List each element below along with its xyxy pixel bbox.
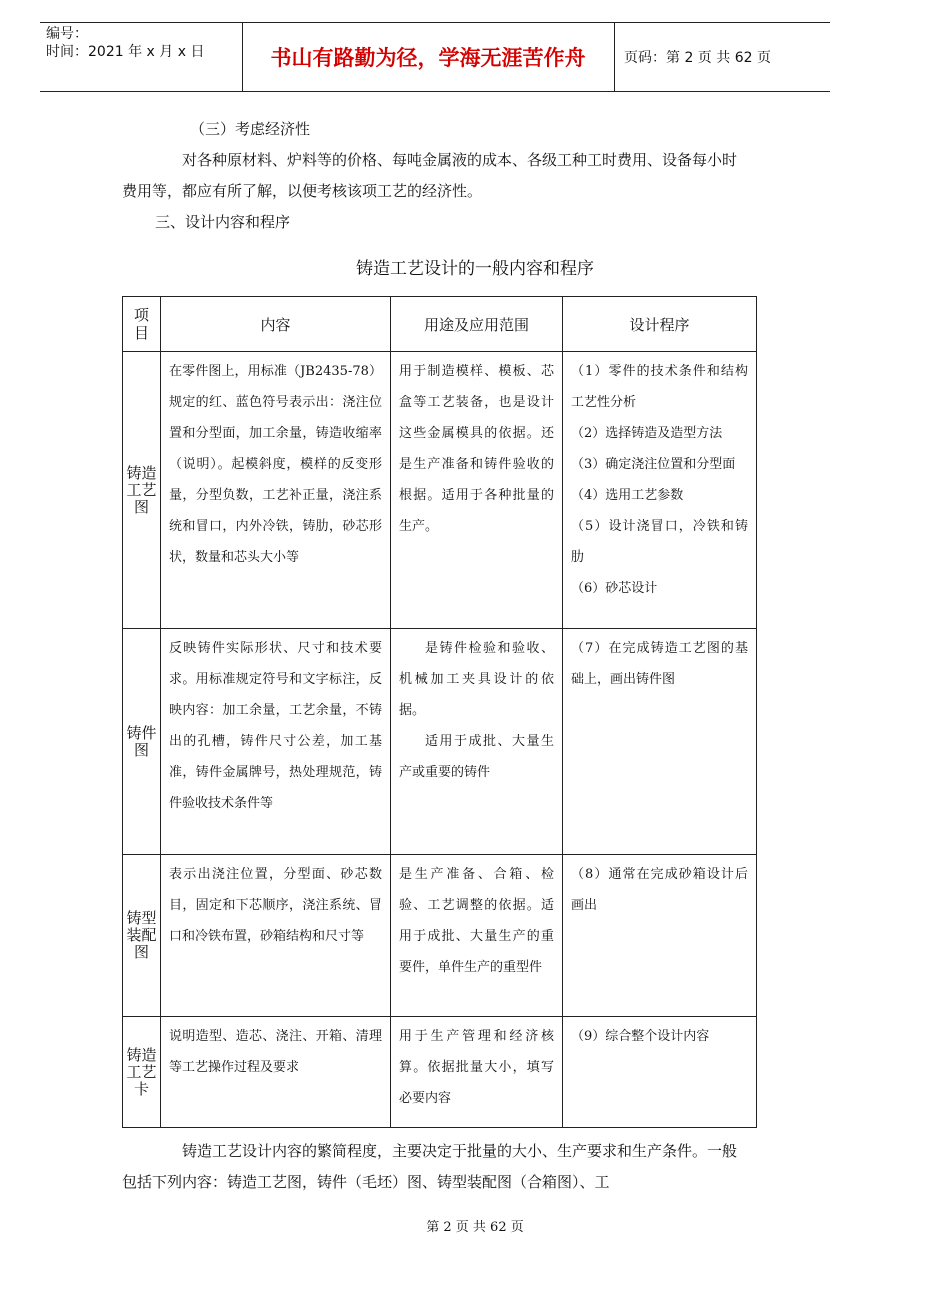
step-item: （2）选择铸造及造型方法	[571, 426, 723, 441]
table-row	[123, 855, 757, 1017]
step-item: （8）通常在完成砂箱设计后画出	[571, 867, 748, 913]
step-item: （9）综合整个设计内容	[571, 1029, 710, 1044]
row-usage	[391, 629, 563, 855]
process-table	[122, 296, 757, 1128]
row-item-label: 铸件图	[123, 629, 161, 855]
row-content: 表示出浇注位置，分型面、砂芯数目，固定和下芯顺序，浇注系统、冒口和冷铁布置，砂箱结构和尺寸等	[161, 855, 391, 1017]
row-steps	[563, 1017, 757, 1128]
row-steps	[563, 855, 757, 1017]
row-content: 反映铸件实际形状、尺寸和技术要求。用标准规定符号和文字标注，反映内容：加工余量，工艺余量，不铸出的孔槽，铸件尺寸公差，加工基准，铸件金属牌号，热处理规范，铸件验收技术条件等	[161, 629, 391, 855]
header-meta	[46, 25, 246, 61]
table-row	[123, 629, 757, 855]
column-header-steps: 设计程序	[563, 297, 757, 352]
step-item: （7）在完成铸造工艺图的基础上，画出铸件图	[571, 641, 748, 687]
page-footer: 第 2 页 共 62 页	[426, 1220, 524, 1235]
step-item: （1）零件的技术条件和结构工艺性分析	[571, 364, 748, 410]
step-item: （5）设计浇冒口，冷铁和铸肋	[571, 519, 748, 565]
doc-time-label: 时间：2021 年 x 月 x 日	[46, 44, 205, 60]
row-content: 说明造型、造芯、浇注、开箱、清理等工艺操作过程及要求	[161, 1017, 391, 1128]
step-item: （6）砂芯设计	[571, 581, 658, 596]
usage-paragraph: 是铸件检验和验收、机械加工夹具设计的依据。	[399, 641, 554, 718]
column-header-item: 项目	[123, 297, 161, 352]
row-steps	[563, 629, 757, 855]
row-usage: 用于生产管理和经济核算。依据批量大小，填写必要内容	[391, 1017, 563, 1128]
row-item-label: 铸造工艺卡	[123, 1017, 161, 1128]
part3-heading: 三、设计内容和程序	[155, 213, 291, 231]
closing-paragraph: 铸造工艺设计内容的繁简程度，主要决定于批量的大小、生产要求和生产条件。一般包括下列内容：铸造工艺图，铸件（毛坯）图、铸型装配图（合箱图）、工	[122, 1142, 738, 1191]
row-item-label: 铸造工艺图	[123, 352, 161, 629]
column-header-content: 内容	[161, 297, 391, 352]
header-motto: 书山有路勤为径，学海无涯苦作舟	[270, 46, 586, 70]
page-header	[40, 22, 830, 92]
usage-paragraph: 适用于成批、大量生产或重要的铸件	[399, 734, 554, 780]
section-heading: （三）考虑经济性	[190, 120, 311, 138]
table-title: 铸造工艺设计的一般内容和程序	[356, 259, 594, 279]
row-usage: 是生产准备、合箱、检验、工艺调整的依据。适用于成批、大量生产的重要件，单件生产的重型件	[391, 855, 563, 1017]
header-divider	[614, 23, 615, 91]
row-usage: 用于制造模样、模板、芯盒等工艺装备，也是设计这些金属模具的依据。还是生产准备和铸件验收的根据。适用于各种批量的生产。	[391, 352, 563, 629]
row-steps	[563, 352, 757, 629]
row-content: 在零件图上，用标准（JB2435-78）规定的红、蓝色符号表示出：浇注位置和分型面，加工余量，铸造收缩率（说明）。起模斜度，模样的反变形量，分型负数，工艺补正量，浇注系统和冒口，内外冷铁，铸肋，砂芯形状，数量和芯头大小等	[161, 352, 391, 629]
table-row	[123, 1017, 757, 1128]
column-header-usage: 用途及应用范围	[391, 297, 563, 352]
economy-paragraph: 对各种原材料、炉料等的价格、每吨金属液的成本、各级工种工时费用、设备每小时费用等，都应有所了解，以便考核该项工艺的经济性。	[122, 151, 738, 200]
step-item: （3）确定浇注位置和分型面	[571, 457, 736, 472]
doc-number-label: 编号：	[46, 26, 88, 42]
table-header-row	[123, 297, 757, 352]
table-row	[123, 352, 757, 629]
header-page-number: 页码：第 2 页 共 62 页	[624, 50, 771, 66]
step-item: （4）选用工艺参数	[571, 488, 684, 503]
row-item-label: 铸型装配图	[123, 855, 161, 1017]
